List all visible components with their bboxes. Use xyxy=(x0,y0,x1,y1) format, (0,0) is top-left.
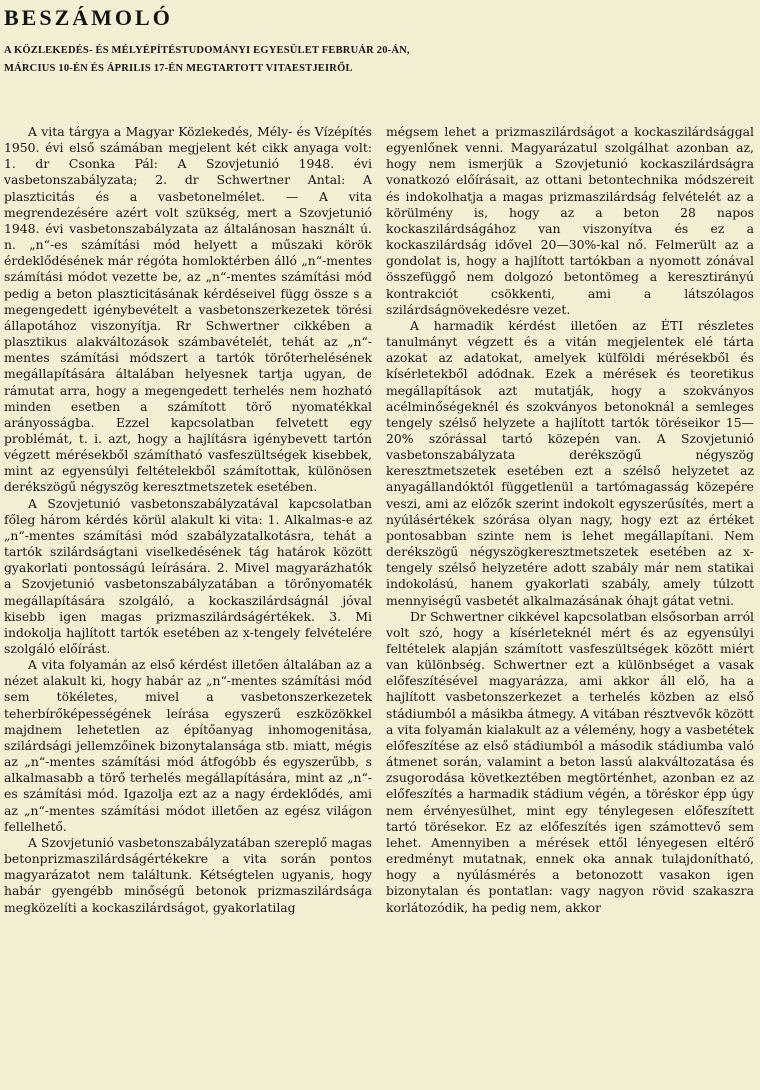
article-subtitle xyxy=(4,42,754,78)
subtitle-line-1: A KÖZLEKEDÉS- ÉS MÉLYÉPÍTÉSTUDOMÁNYI EGYESÜLET FEBRUÁR 20-ÁN, xyxy=(4,45,410,56)
paragraph: A Szovjetunió vasbetonszabályzatában szereplő magas betonprizmaszilárdságértékekre a vita során pontos magyarázatot nem találtunk. Kétségtelen ugyanis, hogy habár gyengébb minőségű betonok prizmaszilárdsága megközelíti a kockaszilárdságot, gyakorlatilag xyxy=(4,834,372,915)
paragraph: A vita folyamán az első kérdést illetően általában az a nézet alakult ki, hogy habár az „n“-mentes számítási mód sem tökéletes, mivel a vasbetonszerkezetek teherbírőképességének leírása egyszerű eszközökkel majdnem lehetetlen az építőanyag inhomogenitása, szilárdsági jellemzőinek bizonytalansága stb. miatt, mégis az „n“-mentes számítási mód átfogóbb és egyszerűbb, s alkalmasabb a törő terhelés megállapítására, mint az „n“-es számítási mód. Igazolja ezt az a nagy érdeklődés, ami az „n“-mentes számítási módot illetően az egész világon fellelhető. xyxy=(4,657,372,834)
article-title: BESZÁMOLÓ xyxy=(4,5,173,30)
left-column xyxy=(4,124,372,916)
paragraph: mégsem lehet a prizmaszilárdságot a kockaszilárdsággal egyenlőnek venni. Magyarázatul szolgálhat azonban az, hogy nem ismerjük a Szovjetunió kockaszilárdságra vonatkozó előírásait, az ottani betontechnika módszereit és indokolhatja a magas prizmaszilárdság felvételét az a körülmény is, hogy az a beton 28 napos kockaszilárdságához van viszonyítva és ez a kockaszilárdság idővel 20—30%-kal nő. Felmerült az a gondolat is, hogy a hajlított tartókban a nyomott zónával összefüggő nem dolgozó betontömeg a keresztirányú kontrakciót csökkenti, ami a látszólagos szilárdságnövekedésre vezet. xyxy=(386,124,754,317)
right-column xyxy=(386,124,754,916)
paragraph: Dr Schwertner cikkével kapcsolatban elsősorban arról volt szó, hogy a kísérleteknél mért és az egyensúlyi feltételek alapján számított vasfeszültségek között miért van különbség. Schwertner ezt a különbséget a vasak előfeszítésével magyarázza, ami akkor áll elő, ha a hajlított vasbetonszerkezet a terhelés közben az első stádiumból a másikba átmegy. A vitában résztvevők között a vita folyamán kialakult az a vélemény, hogy a vasbetétek előfeszítése az első stádiumból a második stádiumba való átmenet során, valamint a beton lassú alakváltozatása és zsugorodása következtében megtörténhet, azonban ez az előfeszítés a harmadik stádium végén, a töréskor épp úgy nem érvényesülhet, mint egy ténylegesen előfeszített tartó törésekor. Ez az előfeszítés igen számottevő sem lehet. Amennyiben a mérések ettől lényegesen eltérő eredményt mutatnak, ennek oka annak tulajdonítható, hogy a nyúlásmérés a betonozott vasakon igen bizonytalan és pontatlan: vagy nagyon rövid szakaszra korlátozódik, ha pedig nem, akkor xyxy=(386,608,754,915)
paragraph: A vita tárgya a Magyar Közlekedés, Mély- és Vízépítés 1950. évi első számában megjelent két cikk anyaga volt: 1. dr Csonka Pál: A Szovjetunió 1948. évi vasbetonszabályzata; 2. dr Schwertner Antal: A plaszticitás és a vasbetonelmélet. — A vita megrendezésére azért volt szükség, mert a Szovjetunió 1948. évi vasbetonszabályzata az általánosan használt ú. n. „n“-es számítási mód helyett a műszaki körök érdeklődésének már régóta homloktérben álló „n“-mentes számítási módot vezette be, az „n“-mentes számítási mód pedig a beton plaszticitásának kérdéseivel függ össze s a megengedett igénybevételt a vasbetonszerkezetek törési állapotához viszonyítja. Rr Schwertner cikkében a plasztikus alakváltozások számbavételét, tehát az „n“-mentes számítási módszert a tartók törőterhelésének megállapítására általában helyesnek tartja ugyan, de rámutat arra, hogy a megengedett terhelés nem hozható minden esetben a számított törő nyomatékkal arányosságba. Ezzel kapcsolatban felvetett egy problémát, t. i. azt, hogy a hajlításra igénybevett tartón végzett mérésekből számítható vasfeszültségek kisebbek, mint az egyensúlyi feltételekből számítottak, különösen derékszögű négyszög keresztmetszetek esetében. xyxy=(4,124,372,495)
paragraph: A harmadik kérdést illetően az ÉTI részletes tanulmányt végzett és a vitán megjelentek elé tárta azokat az adatokat, amelyek külföldi mérésekből és kísérletekből adódnak. Ezek a mérések és teoretikus megállapítások azt mutatják, hogy a szokványos acélminőségeknél és szokványos betonoknál a semleges tengely szélső helyzete a hajlított tartók töréseikor 15—20% szórással tartó közepén van. A Szovjetunió vasbetonszabályzata derékszögű négyszög keresztmetszetek esetében ezt a szélső helyzetet az anyagállandóktól függetlenül a tartómagasság közepére veszi, ami az előzők szerint indokolt egyszerűsítés, mert a nyúlásértékek szórása olyan nagy, hogy ezt az értéket pontosabban szinte nem is lehet megállapítani. Nem derékszögű négyszögkeresztmetszetek esetében az x-tengely szélső helyzetére adott szabály már nem statikai indokolású, hanem gyakorlati szabály, amely túlzott mennyiségű vasbetét alkalmazásának óhajt gátat vetni. xyxy=(386,317,754,608)
text-columns xyxy=(4,124,754,916)
paragraph: A Szovjetunió vasbetonszabályzatával kapcsolatban főleg három kérdés körül alakult ki vita: 1. Alkalmas-e az „n“-mentes számítási mód szabályzatalkotásra, tehát a tartók szilárdságtani viselkedésének tág határok között gyakorlati pontosságú leírására. 2. Mivel magyarázhatók a Szovjetunió vasbetonszabályzatában a törőnyomaték megállapítására szolgáló, a kockaszilárdságnál jóval kisebb igen magas prizmaszilárdságértékek. 3. Mi indokolja hajlított tartók esetében az x-tengely felvételére szolgáló előírást. xyxy=(4,495,372,656)
subtitle-line-2: MÁRCIUS 10-ÉN ÉS ÁPRILIS 17-ÉN MEGTARTOTT VITAESTJEIRŐL xyxy=(4,63,353,74)
